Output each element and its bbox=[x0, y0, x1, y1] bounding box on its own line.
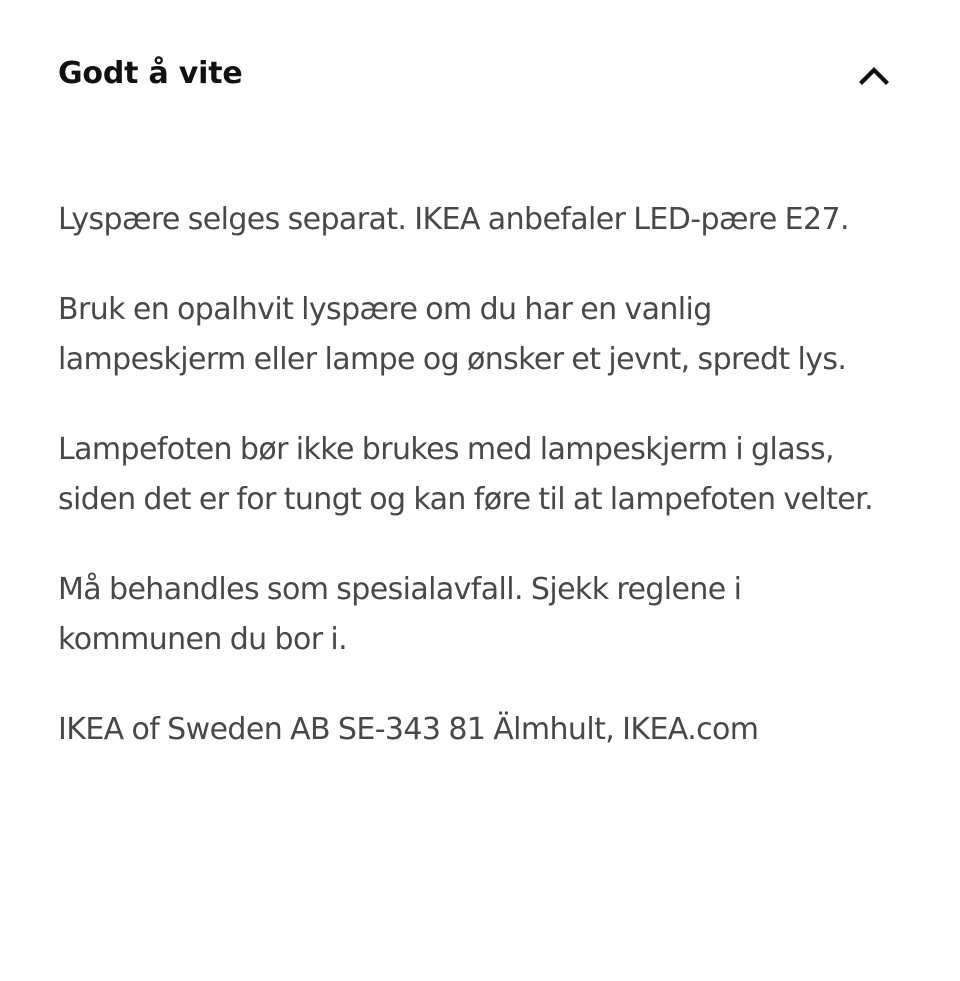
info-paragraph-opal-bulb: Bruk en opalhvit lyspære om du har en vanlig lampeskjerm eller lampe og ønsker et jevnt, spredt lys. bbox=[58, 292, 847, 377]
accordion-title: Godt å vite bbox=[58, 56, 243, 91]
manufacturer-info: IKEA of Sweden AB SE-343 81 Älmhult, IKEA.com bbox=[58, 712, 759, 747]
accordion-header[interactable] bbox=[0, 36, 960, 112]
info-paragraph-disposal: Må behandles som spesialavfall. Sjekk reglene i kommunen du bor i. bbox=[58, 572, 742, 657]
chevron-up-icon[interactable] bbox=[855, 63, 893, 87]
accordion-content bbox=[58, 195, 878, 755]
info-paragraph-bulb: Lyspære selges separat. IKEA anbefaler LED-pære E27. bbox=[58, 202, 849, 237]
info-paragraph-glass-shade-warning: Lampefoten bør ikke brukes med lampeskjerm i glass, siden det er for tungt og kan føre til at lampefoten velter. bbox=[58, 432, 874, 517]
